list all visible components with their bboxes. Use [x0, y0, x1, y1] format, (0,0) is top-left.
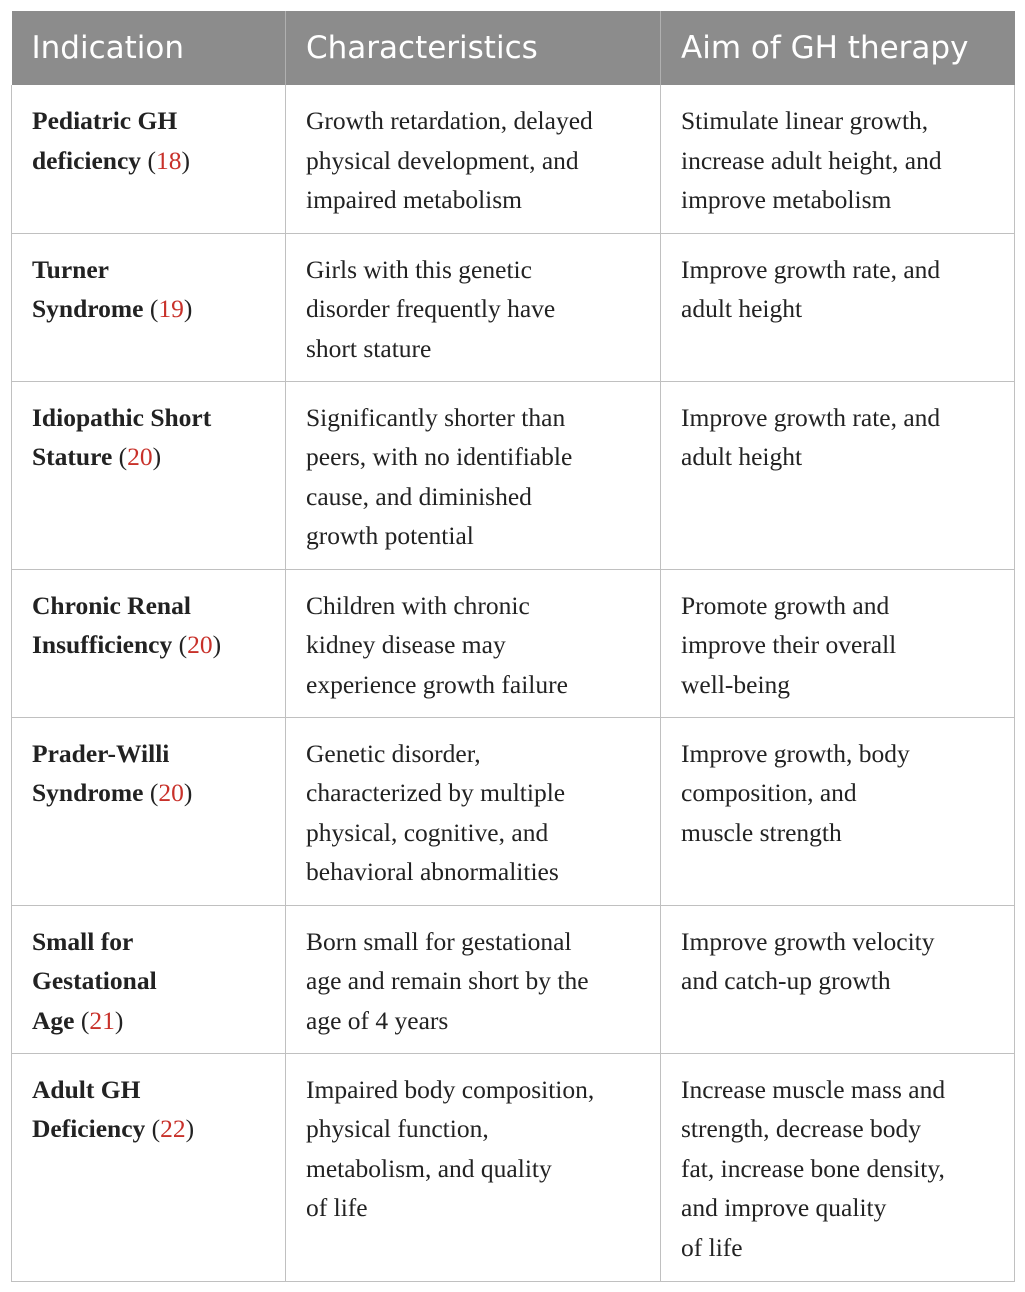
header-indication: Indication	[12, 11, 286, 85]
table-row	[12, 233, 1015, 381]
table-header	[12, 11, 1015, 85]
indication-line: Chronic Renal	[32, 590, 191, 620]
aim-line: strength, decrease body	[681, 1114, 922, 1143]
characteristics-cell	[286, 717, 661, 905]
aim-line: Stimulate linear growth,	[681, 106, 929, 135]
indication-line: Turner	[32, 254, 109, 284]
indication-line: deficiency (18)	[32, 145, 190, 175]
reference-link[interactable]: 20	[158, 778, 184, 807]
reference-link[interactable]: 19	[158, 294, 184, 323]
aim-line: Promote growth and	[681, 590, 890, 620]
characteristics-line: characterized by multiple	[306, 778, 566, 807]
indication-line: Prader-Willi	[32, 738, 170, 768]
indication-cell	[12, 1053, 286, 1281]
indication-line: Age (21)	[32, 1005, 124, 1035]
indication-cell	[12, 233, 286, 381]
characteristics-line: experience growth failure	[306, 669, 568, 699]
table-row	[12, 717, 1015, 905]
header-characteristics: Characteristics	[286, 11, 661, 85]
characteristics-line: growth potential	[306, 521, 474, 550]
aim-line: well-being	[681, 669, 791, 699]
characteristics-line: Growth retardation, delayed	[306, 106, 593, 135]
indication-line: Syndrome (20)	[32, 778, 193, 807]
characteristics-line: Girls with this genetic	[306, 254, 532, 284]
reference-link[interactable]: 21	[89, 1005, 115, 1035]
indication-line: Pediatric GH	[32, 106, 178, 135]
reference-link[interactable]: 22	[160, 1114, 186, 1143]
aim-line: fat, increase bone density,	[681, 1153, 945, 1183]
aim-line: of life	[681, 1232, 743, 1262]
aim-line: muscle strength	[681, 817, 842, 847]
indication-line: Deficiency (22)	[32, 1114, 195, 1143]
characteristics-line: physical, cognitive, and	[306, 817, 549, 847]
indication-cell	[12, 905, 286, 1053]
characteristics-line: kidney disease may	[306, 630, 506, 659]
table-row	[12, 85, 1015, 233]
aim-line: Improve growth rate, and	[681, 402, 941, 432]
indication-line: Small for	[32, 926, 134, 956]
aim-cell	[661, 85, 1015, 233]
indication-line: Gestational	[32, 966, 157, 995]
table-body	[12, 85, 1015, 1281]
characteristics-cell	[286, 905, 661, 1053]
characteristics-line: Genetic disorder,	[306, 738, 481, 768]
reference-link[interactable]: 20	[187, 630, 213, 659]
characteristics-cell	[286, 1053, 661, 1281]
aim-line: and catch-up growth	[681, 966, 891, 995]
aim-line: Improve growth velocity	[681, 926, 935, 956]
indication-line: Adult GH	[32, 1074, 141, 1104]
characteristics-line: behavioral abnormalities	[306, 857, 559, 886]
table-row	[12, 569, 1015, 717]
characteristics-cell	[286, 233, 661, 381]
reference-link[interactable]: 20	[127, 442, 153, 471]
aim-line: improve their overall	[681, 630, 897, 659]
characteristics-cell	[286, 569, 661, 717]
aim-line: composition, and	[681, 778, 857, 807]
characteristics-line: physical development, and	[306, 145, 579, 175]
characteristics-line: short stature	[306, 333, 432, 363]
characteristics-line: age of 4 years	[306, 1005, 449, 1035]
gh-indications-table	[11, 11, 1015, 1282]
indication-cell	[12, 85, 286, 233]
aim-line: adult height	[681, 294, 803, 323]
aim-line: Improve growth rate, and	[681, 254, 941, 284]
characteristics-line: peers, with no identifiable	[306, 442, 573, 471]
aim-line: Increase muscle mass and	[681, 1074, 946, 1104]
characteristics-cell	[286, 85, 661, 233]
table-row	[12, 905, 1015, 1053]
indication-cell	[12, 717, 286, 905]
characteristics-line: Children with chronic	[306, 590, 530, 620]
aim-line: Improve growth, body	[681, 738, 910, 768]
aim-cell	[661, 905, 1015, 1053]
indication-line: Idiopathic Short	[32, 402, 212, 432]
characteristics-line: physical function,	[306, 1114, 489, 1143]
header-row	[12, 11, 1015, 85]
aim-line: and improve quality	[681, 1193, 887, 1222]
aim-line: improve metabolism	[681, 185, 892, 214]
indication-line: Insufficiency (20)	[32, 630, 222, 659]
characteristics-line: Born small for gestational	[306, 926, 572, 956]
characteristics-cell	[286, 381, 661, 569]
characteristics-line: disorder frequently have	[306, 294, 556, 323]
indication-line: Stature (20)	[32, 442, 162, 471]
aim-line: increase adult height, and	[681, 145, 942, 175]
aim-cell	[661, 381, 1015, 569]
aim-cell	[661, 569, 1015, 717]
characteristics-line: metabolism, and quality	[306, 1153, 552, 1183]
characteristics-line: Impaired body composition,	[306, 1074, 595, 1104]
characteristics-line: impaired metabolism	[306, 185, 522, 214]
indication-cell	[12, 569, 286, 717]
reference-link[interactable]: 18	[155, 145, 182, 175]
characteristics-line: cause, and diminished	[306, 481, 532, 511]
characteristics-line: age and remain short by the	[306, 966, 589, 995]
aim-cell	[661, 233, 1015, 381]
aim-cell	[661, 717, 1015, 905]
indication-cell	[12, 381, 286, 569]
aim-line: adult height	[681, 442, 803, 471]
characteristics-line: of life	[306, 1193, 368, 1222]
indication-line: Syndrome (19)	[32, 294, 193, 323]
header-aim: Aim of GH therapy	[661, 11, 1015, 85]
aim-cell	[661, 1053, 1015, 1281]
characteristics-line: Significantly shorter than	[306, 402, 566, 432]
table-row	[12, 381, 1015, 569]
table-row	[12, 1053, 1015, 1281]
